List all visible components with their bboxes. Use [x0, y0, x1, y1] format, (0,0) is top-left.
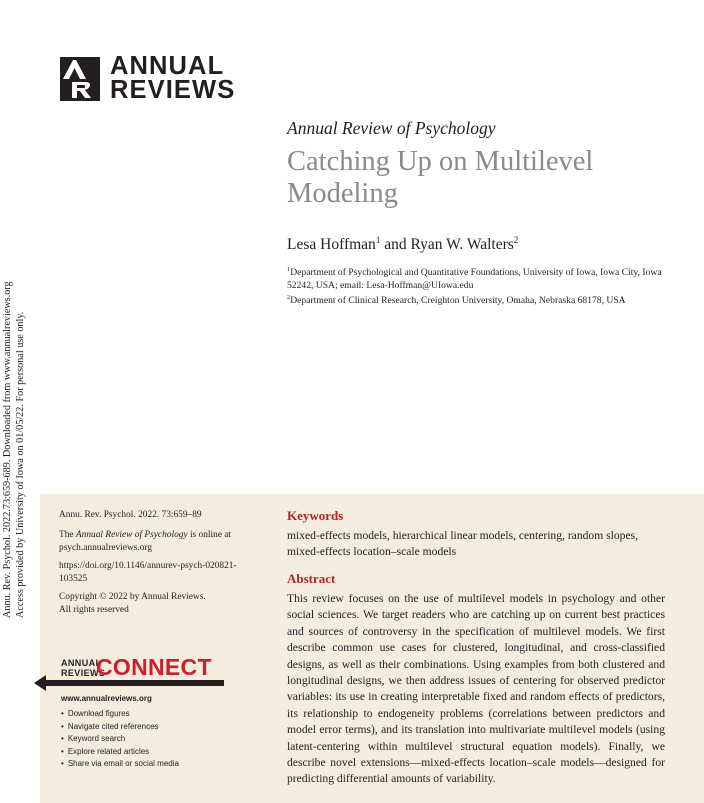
list-item: • Download figures: [61, 708, 179, 721]
affiliation-2: [287, 291, 667, 307]
online-journal: Annual Review of Psychology: [75, 530, 188, 540]
author-line: [287, 235, 518, 254]
citation-ref: Annu. Rev. Psychol. 2022. 73:659–89: [59, 510, 202, 520]
download-side-note: [1, 258, 29, 618]
rights-line: All rights reserved: [59, 604, 129, 615]
connect-small-line-2: REVIEWS: [61, 668, 106, 678]
list-item: • Explore related articles: [61, 746, 179, 759]
affiliation-text: Department of Psychological and Quantitative Foundations, University of Iowa, Iowa City, Iowa 52242, USA; email: Lesa-Hoffman@UIowa.edu: [287, 267, 662, 292]
logo-wordmark: [110, 54, 235, 102]
author-name: Ryan W. Walters: [410, 236, 514, 254]
logo-line-1: ANNUAL: [110, 52, 225, 80]
left-arrow-icon: [34, 675, 224, 691]
connect-feature-list: [61, 708, 179, 771]
keywords-heading: Keywords: [287, 508, 344, 523]
doi-link[interactable]: https://doi.org/10.1146/annurev-psych-020821-103525: [59, 561, 237, 584]
online-note: [59, 529, 259, 554]
author-affiliation-mark: 1: [375, 235, 381, 245]
affiliation-mark: 2: [287, 294, 291, 301]
list-item: • Share via email or social media: [61, 758, 179, 771]
affiliation-1: [287, 263, 667, 292]
author-separator: and: [380, 236, 411, 254]
affiliation-text: Department of Clinical Research, Creighton University, Omaha, Nebraska 68178, USA: [290, 295, 626, 307]
connect-small-line-1: ANNUAL: [61, 658, 102, 668]
keywords-text: mixed-effects models, hierarchical linear models, centering, random slopes, mixed-effects location–scale models: [287, 529, 639, 559]
article-title: Catching Up on Multilevel Modeling: [287, 146, 594, 209]
author-name: Lesa Hoffman: [287, 236, 376, 254]
copyright-line: Copyright © 2022 by Annual Reviews.: [59, 592, 206, 602]
abstract-heading: Abstract: [287, 571, 336, 586]
abstract-text: This review focuses on the use of multilevel models in psychology and other social sciences. We target readers who are catching up on current best practices and sources of controversy in the specification of multilevel models. We first describe common use cases for clustered, longitudinal, and cross-classified designs, as well as their combinations. Using examples from both clustered and longitudinal designs, we then address issues of centering for observed predictor variables: its use in creating interpretable fixed and random effects of predictors, its relationship to endogeneity problems (correlations between predictors and model error terms), and its translation into multivariate multilevel models (using latent-centering within multilevel structural equation models). Finally, we describe novel extensions—mixed-effects location–scale models—designed for predicting differential amounts of variability.: [287, 592, 665, 786]
logo-line-2: REVIEWS: [110, 76, 236, 104]
journal-name: Annual Review of Psychology: [287, 118, 496, 138]
connect-logo-word: CONNECT: [96, 654, 212, 680]
list-item: • Keyword search: [61, 733, 179, 746]
connect-box: [40, 656, 260, 796]
list-item: • Navigate cited references: [61, 721, 179, 734]
copyright: [59, 591, 259, 616]
online-post: is online at psych.annualreviews.org: [59, 530, 232, 553]
author-affiliation-mark: 2: [513, 235, 519, 245]
connect-url[interactable]: www.annualreviews.org: [61, 694, 152, 703]
side-note-line-2: Access provided by University of Iowa on 01/05/22. For personal use only.: [15, 311, 26, 618]
side-note-line-1: Annu. Rev. Psychol. 2022.73:659-689. Downloaded from www.annualreviews.org: [2, 281, 13, 618]
ar-logo-mark-icon: [60, 57, 100, 101]
online-pre: The: [59, 530, 76, 540]
affiliation-mark: 1: [287, 266, 291, 273]
